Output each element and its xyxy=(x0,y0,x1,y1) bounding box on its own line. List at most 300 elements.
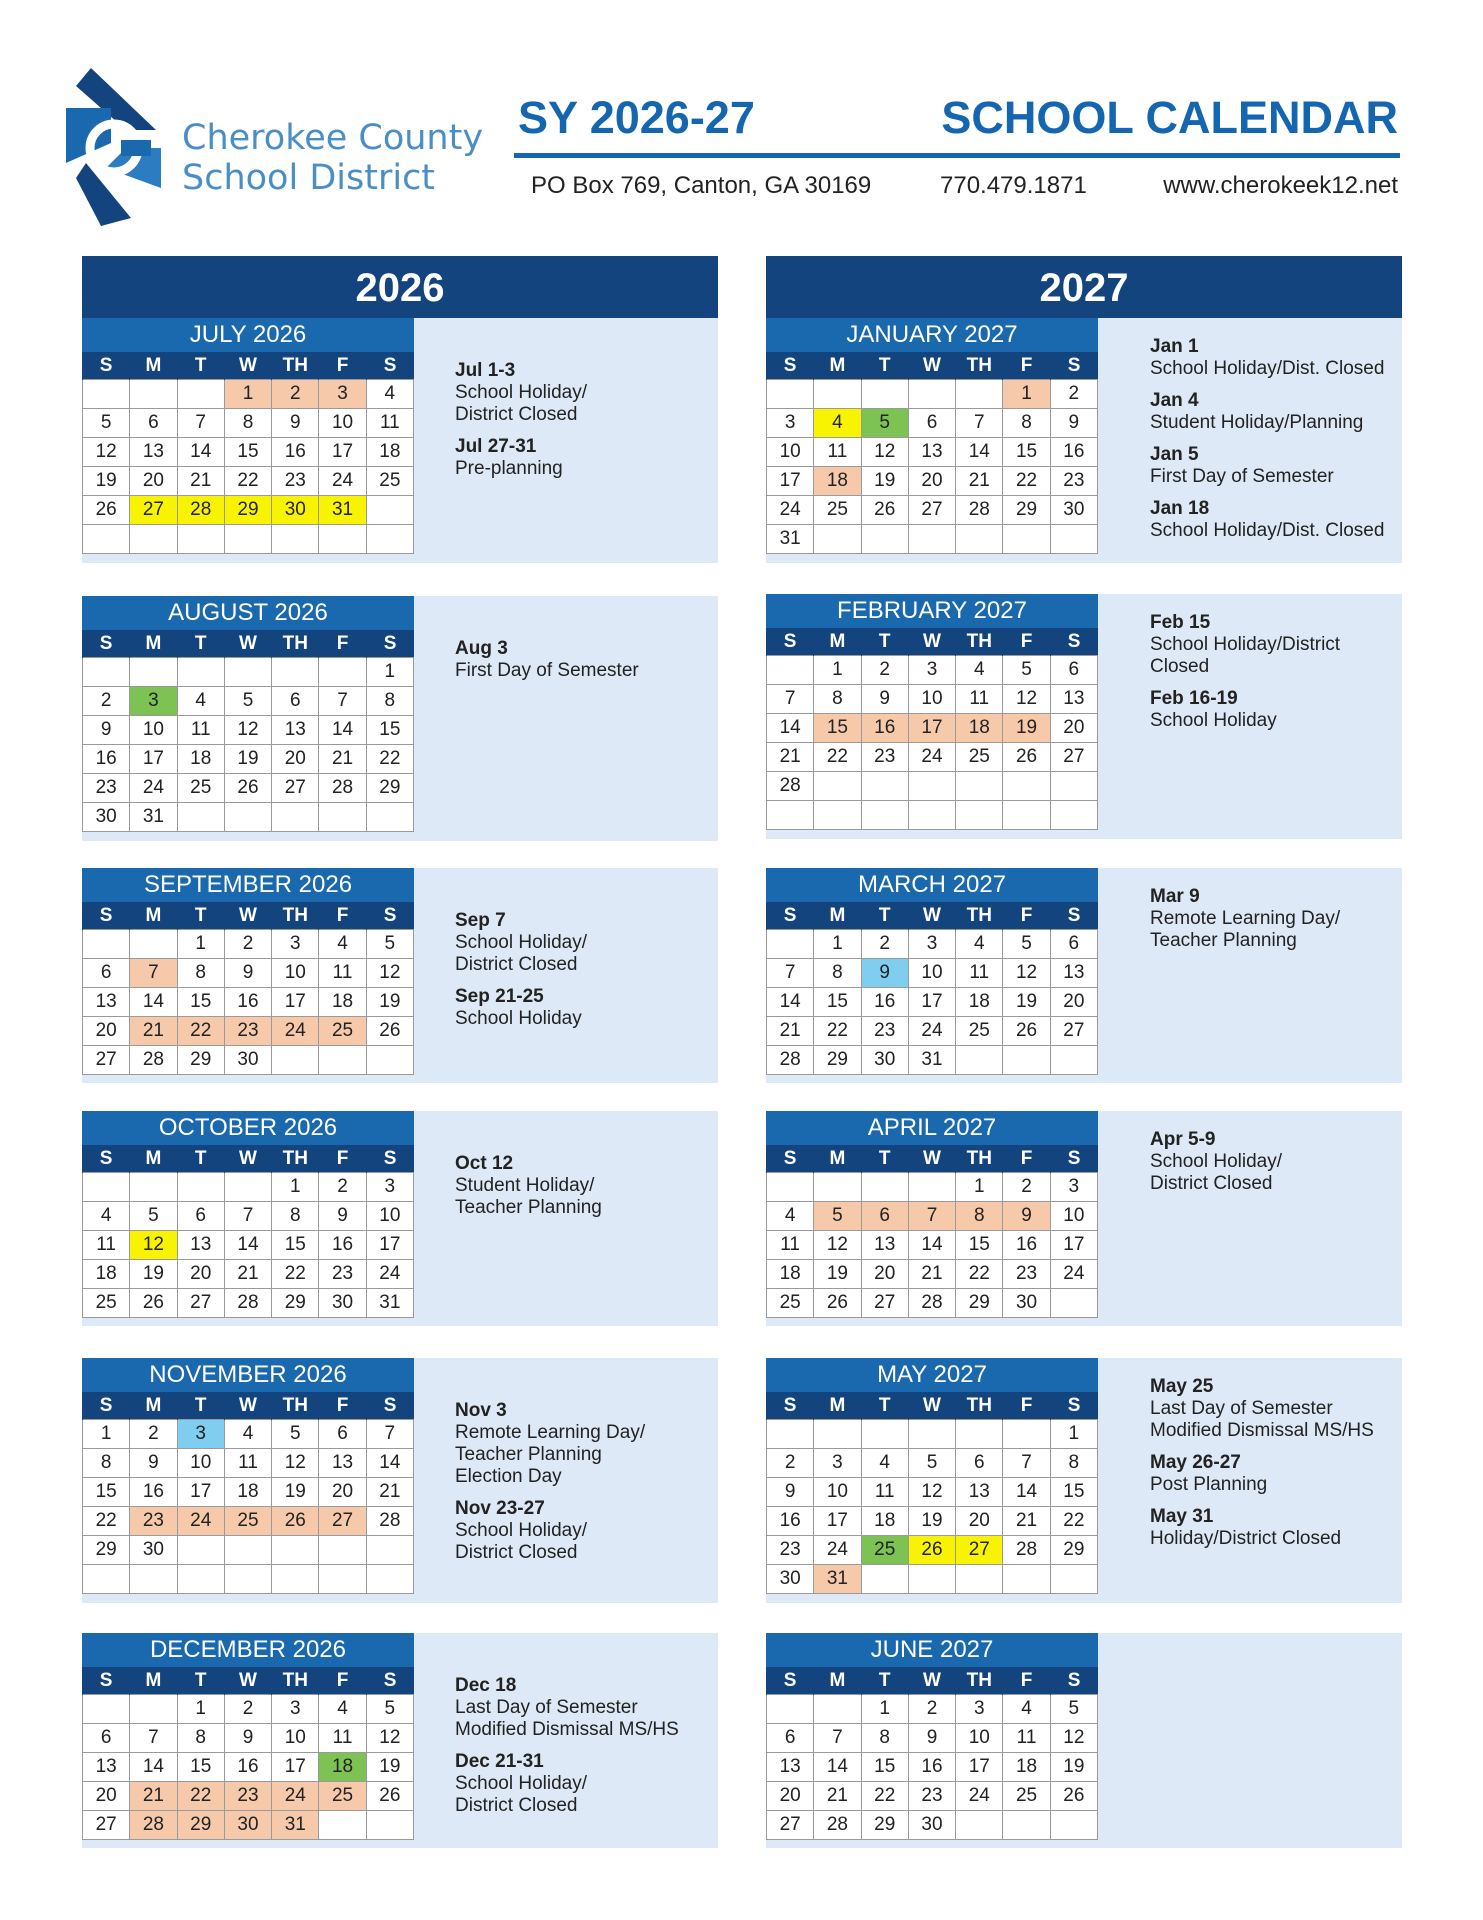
empty-cell xyxy=(272,525,319,554)
empty-cell xyxy=(1003,1565,1050,1594)
day-cell: 21 xyxy=(130,1017,177,1046)
day-cell: 20 xyxy=(83,1017,130,1046)
day-cell: 17 xyxy=(814,1507,861,1536)
day-cell: 31 xyxy=(767,525,814,554)
event-description: Remote Learning Day/ xyxy=(455,1422,646,1443)
day-cell: 26 xyxy=(83,496,130,525)
empty-cell xyxy=(814,380,861,409)
event-description: Last Day of Semester xyxy=(1150,1398,1333,1419)
day-cell: 12 xyxy=(814,1231,861,1260)
empty-cell xyxy=(814,772,861,801)
day-cell: 3 xyxy=(366,1173,413,1202)
day-cell: 2 xyxy=(130,1420,177,1449)
day-cell: 16 xyxy=(767,1507,814,1536)
empty-cell xyxy=(767,656,814,685)
day-cell: 9 xyxy=(83,716,130,745)
month-grid xyxy=(766,628,1098,830)
day-cell: 23 xyxy=(861,743,908,772)
event-note xyxy=(1150,886,1394,952)
day-cell: 31 xyxy=(272,1811,319,1840)
day-cell: 28 xyxy=(814,1811,861,1840)
empty-cell xyxy=(177,1536,224,1565)
day-cell: 13 xyxy=(861,1231,908,1260)
day-cell: 30 xyxy=(1050,496,1097,525)
empty-cell xyxy=(272,658,319,687)
event-description: District Closed xyxy=(455,404,578,425)
day-cell: 14 xyxy=(319,716,366,745)
weekday-header: M xyxy=(814,1392,861,1420)
month-grid xyxy=(766,352,1098,554)
day-cell: 4 xyxy=(861,1449,908,1478)
empty-cell xyxy=(1003,525,1050,554)
day-cell: 27 xyxy=(130,496,177,525)
day-cell: 3 xyxy=(908,930,955,959)
day-cell: 21 xyxy=(319,745,366,774)
day-cell: 16 xyxy=(1003,1231,1050,1260)
month-grid xyxy=(766,1392,1098,1594)
event-date: Jan 4 xyxy=(1150,390,1199,411)
day-cell: 3 xyxy=(814,1449,861,1478)
empty-cell xyxy=(83,930,130,959)
day-cell: 24 xyxy=(130,774,177,803)
empty-cell xyxy=(366,1565,413,1594)
event-note xyxy=(1150,1506,1394,1550)
day-cell: 6 xyxy=(319,1420,366,1449)
day-cell: 15 xyxy=(224,438,271,467)
day-cell: 23 xyxy=(908,1782,955,1811)
day-cell: 10 xyxy=(908,959,955,988)
day-cell: 8 xyxy=(272,1202,319,1231)
day-cell: 2 xyxy=(319,1173,366,1202)
day-cell: 26 xyxy=(908,1536,955,1565)
day-cell: 1 xyxy=(814,656,861,685)
event-date: Aug 3 xyxy=(455,638,508,659)
day-cell: 30 xyxy=(83,803,130,832)
day-cell: 10 xyxy=(319,409,366,438)
empty-cell xyxy=(130,930,177,959)
empty-cell xyxy=(83,1173,130,1202)
day-cell: 26 xyxy=(1003,1017,1050,1046)
day-cell: 30 xyxy=(130,1536,177,1565)
empty-cell xyxy=(319,1565,366,1594)
empty-cell xyxy=(366,803,413,832)
weekday-header: M xyxy=(814,352,861,380)
event-description: Closed xyxy=(1150,656,1210,677)
weekday-header: S xyxy=(1050,1145,1097,1173)
day-cell: 19 xyxy=(224,745,271,774)
day-cell: 24 xyxy=(814,1536,861,1565)
day-cell: 22 xyxy=(814,743,861,772)
day-cell: 7 xyxy=(366,1420,413,1449)
day-cell: 8 xyxy=(366,687,413,716)
event-date: Jul 27-31 xyxy=(455,436,537,457)
day-cell: 17 xyxy=(272,988,319,1017)
weekday-header: TH xyxy=(272,902,319,930)
event-note xyxy=(1150,444,1394,488)
empty-cell xyxy=(83,658,130,687)
event-date: May 25 xyxy=(1150,1376,1214,1397)
day-cell: 22 xyxy=(224,467,271,496)
month-title: AUGUST 2026 xyxy=(82,596,414,630)
day-cell: 1 xyxy=(83,1420,130,1449)
day-cell: 8 xyxy=(177,959,224,988)
day-cell: 13 xyxy=(1050,959,1097,988)
day-cell: 4 xyxy=(224,1420,271,1449)
weekday-header: M xyxy=(130,1667,177,1695)
event-note xyxy=(455,1498,710,1564)
empty-cell xyxy=(1003,772,1050,801)
day-cell: 1 xyxy=(861,1695,908,1724)
day-cell: 12 xyxy=(224,716,271,745)
day-cell: 3 xyxy=(956,1695,1003,1724)
weekday-header: W xyxy=(224,352,271,380)
weekday-header: S xyxy=(767,1667,814,1695)
day-cell: 27 xyxy=(1050,1017,1097,1046)
day-cell: 24 xyxy=(908,1017,955,1046)
day-cell: 8 xyxy=(814,685,861,714)
event-date: Feb 16-19 xyxy=(1150,688,1238,709)
empty-cell xyxy=(272,803,319,832)
event-description: School Holiday/ xyxy=(455,1773,588,1794)
day-cell: 21 xyxy=(814,1782,861,1811)
empty-cell xyxy=(177,1173,224,1202)
event-description: School Holiday xyxy=(1150,710,1277,731)
day-cell: 18 xyxy=(319,988,366,1017)
day-cell: 11 xyxy=(319,959,366,988)
empty-cell xyxy=(177,525,224,554)
day-cell: 17 xyxy=(130,745,177,774)
day-cell: 7 xyxy=(908,1202,955,1231)
empty-cell xyxy=(956,1565,1003,1594)
day-cell: 20 xyxy=(177,1260,224,1289)
empty-cell xyxy=(1050,525,1097,554)
weekday-header: F xyxy=(1003,1145,1050,1173)
month-title: JANUARY 2027 xyxy=(766,318,1098,352)
weekday-header: F xyxy=(1003,628,1050,656)
weekday-header: T xyxy=(177,1392,224,1420)
day-cell: 31 xyxy=(130,803,177,832)
event-note xyxy=(455,910,710,976)
day-cell: 12 xyxy=(130,1231,177,1260)
day-cell: 27 xyxy=(861,1289,908,1318)
empty-cell xyxy=(1050,1046,1097,1075)
event-date: Nov 3 xyxy=(455,1400,507,1421)
day-cell: 25 xyxy=(1003,1782,1050,1811)
weekday-header: M xyxy=(814,1667,861,1695)
day-cell: 16 xyxy=(224,1753,271,1782)
event-note xyxy=(1150,498,1394,542)
weekday-header: S xyxy=(1050,352,1097,380)
day-cell: 3 xyxy=(177,1420,224,1449)
event-description: District Closed xyxy=(1150,1173,1273,1194)
empty-cell xyxy=(908,380,955,409)
empty-cell xyxy=(908,525,955,554)
day-cell: 16 xyxy=(861,988,908,1017)
day-cell: 10 xyxy=(814,1478,861,1507)
day-cell: 24 xyxy=(366,1260,413,1289)
month-title: JUNE 2027 xyxy=(766,1633,1098,1667)
weekday-header: S xyxy=(83,1145,130,1173)
empty-cell xyxy=(319,803,366,832)
event-note xyxy=(455,1675,710,1741)
day-cell: 2 xyxy=(83,687,130,716)
day-cell: 7 xyxy=(767,959,814,988)
day-cell: 12 xyxy=(1050,1724,1097,1753)
event-date: Apr 5-9 xyxy=(1150,1129,1216,1150)
weekday-header: TH xyxy=(956,1667,1003,1695)
month-block xyxy=(766,1111,1402,1326)
weekday-header: T xyxy=(861,628,908,656)
weekday-header: S xyxy=(366,1667,413,1695)
day-cell: 20 xyxy=(767,1782,814,1811)
event-description: Modified Dismissal MS/HS xyxy=(455,1719,679,1740)
day-cell: 21 xyxy=(130,1782,177,1811)
month-block xyxy=(82,1111,718,1326)
event-note xyxy=(455,360,710,426)
day-cell: 21 xyxy=(1003,1507,1050,1536)
address: PO Box 769, Canton, GA 30169 xyxy=(531,172,872,199)
day-cell: 16 xyxy=(1050,438,1097,467)
weekday-header: T xyxy=(177,1667,224,1695)
day-cell: 19 xyxy=(366,988,413,1017)
day-cell: 7 xyxy=(224,1202,271,1231)
day-cell: 12 xyxy=(861,438,908,467)
empty-cell xyxy=(767,1695,814,1724)
day-cell: 18 xyxy=(956,988,1003,1017)
day-cell: 17 xyxy=(908,714,955,743)
day-cell: 20 xyxy=(1050,988,1097,1017)
month-grid xyxy=(766,1145,1098,1318)
empty-cell xyxy=(908,1420,955,1449)
month-title: NOVEMBER 2026 xyxy=(82,1358,414,1392)
month-notes xyxy=(455,360,710,490)
event-description: Modified Dismissal MS/HS xyxy=(1150,1420,1374,1441)
day-cell: 15 xyxy=(83,1478,130,1507)
month-title: SEPTEMBER 2026 xyxy=(82,868,414,902)
day-cell: 5 xyxy=(1003,656,1050,685)
day-cell: 1 xyxy=(1050,1420,1097,1449)
weekday-header: M xyxy=(130,1145,177,1173)
day-cell: 19 xyxy=(861,467,908,496)
day-cell: 9 xyxy=(224,1724,271,1753)
empty-cell xyxy=(956,525,1003,554)
weekday-header: S xyxy=(1050,1392,1097,1420)
day-cell: 26 xyxy=(814,1289,861,1318)
empty-cell xyxy=(83,1565,130,1594)
day-cell: 27 xyxy=(177,1289,224,1318)
district-name xyxy=(182,118,483,198)
day-cell: 28 xyxy=(319,774,366,803)
event-description: School Holiday/ xyxy=(455,382,588,403)
day-cell: 11 xyxy=(861,1478,908,1507)
day-cell: 17 xyxy=(319,438,366,467)
day-cell: 15 xyxy=(366,716,413,745)
day-cell: 25 xyxy=(767,1289,814,1318)
day-cell: 13 xyxy=(956,1478,1003,1507)
day-cell: 18 xyxy=(814,467,861,496)
day-cell: 20 xyxy=(861,1260,908,1289)
day-cell: 29 xyxy=(861,1811,908,1840)
weekday-header: W xyxy=(908,1667,955,1695)
day-cell: 27 xyxy=(83,1046,130,1075)
day-cell: 12 xyxy=(272,1449,319,1478)
day-cell: 7 xyxy=(130,959,177,988)
day-cell: 6 xyxy=(130,409,177,438)
day-cell: 13 xyxy=(130,438,177,467)
day-cell: 30 xyxy=(224,1046,271,1075)
day-cell: 29 xyxy=(272,1289,319,1318)
empty-cell xyxy=(956,1046,1003,1075)
day-cell: 19 xyxy=(814,1260,861,1289)
empty-cell xyxy=(319,1536,366,1565)
day-cell: 10 xyxy=(956,1724,1003,1753)
day-cell: 28 xyxy=(130,1811,177,1840)
phone: 770.479.1871 xyxy=(940,172,1087,199)
day-cell: 7 xyxy=(767,685,814,714)
day-cell: 30 xyxy=(908,1811,955,1840)
weekday-header: F xyxy=(319,1667,366,1695)
empty-cell xyxy=(956,1811,1003,1840)
day-cell: 10 xyxy=(908,685,955,714)
weekday-header: W xyxy=(224,1392,271,1420)
weekday-header: S xyxy=(1050,1667,1097,1695)
year-header-2026: 2026 xyxy=(82,256,718,318)
day-cell: 18 xyxy=(956,714,1003,743)
day-cell: 27 xyxy=(83,1811,130,1840)
day-cell: 24 xyxy=(177,1507,224,1536)
day-cell: 4 xyxy=(1003,1695,1050,1724)
day-cell: 16 xyxy=(272,438,319,467)
event-description: Teacher Planning xyxy=(1150,930,1297,951)
event-description: School Holiday/District xyxy=(1150,634,1341,655)
day-cell: 24 xyxy=(908,743,955,772)
day-cell: 8 xyxy=(1050,1449,1097,1478)
event-description: Election Day xyxy=(455,1466,562,1487)
weekday-header: F xyxy=(1003,352,1050,380)
weekday-header: W xyxy=(908,1145,955,1173)
day-cell: 29 xyxy=(366,774,413,803)
day-cell: 21 xyxy=(908,1260,955,1289)
website[interactable]: www.cherokeek12.net xyxy=(1163,172,1398,199)
day-cell: 13 xyxy=(908,438,955,467)
day-cell: 3 xyxy=(272,1695,319,1724)
event-date: Nov 23-27 xyxy=(455,1498,545,1519)
event-date: Jan 1 xyxy=(1150,336,1199,357)
day-cell: 18 xyxy=(1003,1753,1050,1782)
day-cell: 30 xyxy=(861,1046,908,1075)
month-notes xyxy=(1150,1129,1394,1205)
day-cell: 9 xyxy=(1050,409,1097,438)
day-cell: 22 xyxy=(83,1507,130,1536)
event-note xyxy=(455,436,710,480)
empty-cell xyxy=(366,1046,413,1075)
day-cell: 15 xyxy=(956,1231,1003,1260)
day-cell: 13 xyxy=(767,1753,814,1782)
weekday-header: TH xyxy=(956,1392,1003,1420)
event-date: Dec 18 xyxy=(455,1675,517,1696)
day-cell: 23 xyxy=(272,467,319,496)
month-notes xyxy=(455,1153,710,1229)
month-notes xyxy=(455,1675,710,1827)
empty-cell xyxy=(814,1173,861,1202)
event-date: May 31 xyxy=(1150,1506,1214,1527)
empty-cell xyxy=(224,525,271,554)
empty-cell xyxy=(861,772,908,801)
day-cell: 12 xyxy=(908,1478,955,1507)
month-block xyxy=(82,868,718,1083)
day-cell: 21 xyxy=(767,743,814,772)
weekday-header: S xyxy=(767,352,814,380)
day-cell: 24 xyxy=(1050,1260,1097,1289)
empty-cell xyxy=(1003,801,1050,830)
month-title: JULY 2026 xyxy=(82,318,414,352)
empty-cell xyxy=(1050,801,1097,830)
day-cell: 14 xyxy=(814,1753,861,1782)
month-grid xyxy=(82,1667,414,1840)
day-cell: 2 xyxy=(861,930,908,959)
event-note xyxy=(1150,688,1394,732)
day-cell: 3 xyxy=(130,687,177,716)
weekday-header: TH xyxy=(272,1392,319,1420)
day-cell: 7 xyxy=(1003,1449,1050,1478)
day-cell: 19 xyxy=(272,1478,319,1507)
event-date: Jan 18 xyxy=(1150,498,1210,519)
weekday-header: S xyxy=(767,1392,814,1420)
month-block xyxy=(82,1358,718,1603)
event-description: School Holiday/Dist. Closed xyxy=(1150,520,1385,541)
day-cell: 2 xyxy=(1050,380,1097,409)
day-cell: 24 xyxy=(272,1017,319,1046)
day-cell: 17 xyxy=(1050,1231,1097,1260)
event-description: First Day of Semester xyxy=(1150,466,1334,487)
day-cell: 2 xyxy=(861,656,908,685)
empty-cell xyxy=(272,1536,319,1565)
event-note xyxy=(1150,1129,1394,1195)
day-cell: 22 xyxy=(861,1782,908,1811)
day-cell: 11 xyxy=(1003,1724,1050,1753)
weekday-header: M xyxy=(130,1392,177,1420)
event-date: Sep 21-25 xyxy=(455,986,544,1007)
day-cell: 2 xyxy=(224,930,271,959)
event-date: Sep 7 xyxy=(455,910,506,931)
event-description: Last Day of Semester xyxy=(455,1697,638,1718)
day-cell: 4 xyxy=(956,930,1003,959)
day-cell: 25 xyxy=(366,467,413,496)
day-cell: 28 xyxy=(130,1046,177,1075)
day-cell: 25 xyxy=(224,1507,271,1536)
day-cell: 27 xyxy=(1050,743,1097,772)
day-cell: 18 xyxy=(366,438,413,467)
empty-cell xyxy=(177,1565,224,1594)
weekday-header: W xyxy=(908,902,955,930)
weekday-header: TH xyxy=(956,628,1003,656)
day-cell: 7 xyxy=(814,1724,861,1753)
day-cell: 4 xyxy=(319,930,366,959)
empty-cell xyxy=(319,658,366,687)
empty-cell xyxy=(861,525,908,554)
day-cell: 9 xyxy=(319,1202,366,1231)
day-cell: 14 xyxy=(767,714,814,743)
day-cell: 25 xyxy=(814,496,861,525)
day-cell: 9 xyxy=(861,685,908,714)
event-description: Post Planning xyxy=(1150,1474,1268,1495)
day-cell: 21 xyxy=(177,467,224,496)
weekday-header: W xyxy=(908,1392,955,1420)
day-cell: 18 xyxy=(767,1260,814,1289)
day-cell: 26 xyxy=(272,1507,319,1536)
weekday-header: M xyxy=(130,630,177,658)
day-cell: 1 xyxy=(1003,380,1050,409)
